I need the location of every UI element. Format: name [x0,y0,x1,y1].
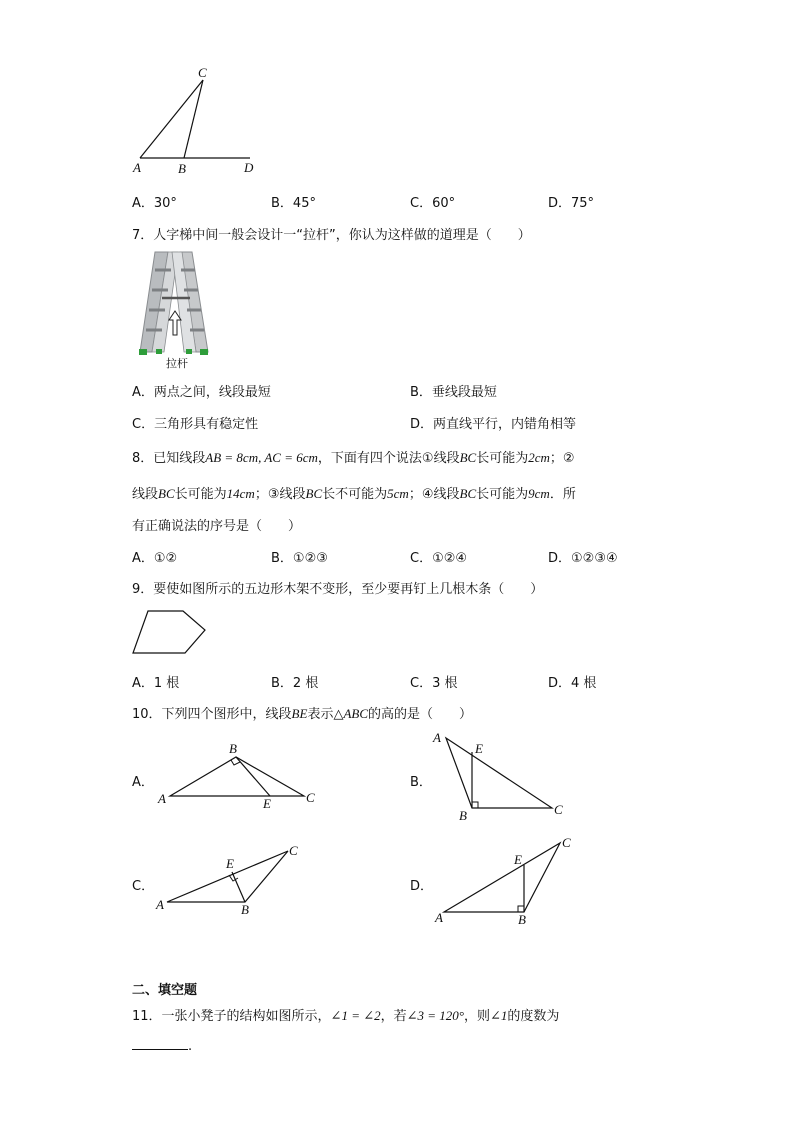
q10b-label-a: A [433,730,441,745]
q8-s2-text: 线段 [132,487,159,502]
q11-stem-pre: 11．一张小凳子的结构如图所示， [132,1009,331,1024]
q8-s4-text: 线段 [433,487,460,502]
q10d-label-e: E [514,852,522,867]
q8-sep-2: ； [254,487,268,502]
q8-s1-text2: 长可能为 [476,451,529,466]
q6-option-c: C．60° [410,196,456,211]
q7-option-d: D．两直线平行，内错角相等 [410,417,577,432]
q8-option-a: A．①② [132,551,178,566]
section-title: 二、填空题 [132,983,198,998]
q9-option-b: B．2 根 [271,676,319,691]
q8-s2-bc: BC [158,486,175,501]
q8-sep-3: ； [408,487,422,502]
q10-figure-b [432,730,563,823]
q7-option-a: A．两点之间，线段最短 [132,385,271,400]
q9-stem: 9．要使如图所示的五边形木架不变形，至少要再钉上几根木条（ ） [132,582,544,597]
q10-stem-triangle: △ABC [333,706,369,721]
q8-s3-text: 线段 [279,487,306,502]
q8-line-3: 有正确说法的序号是（ ） [132,519,302,534]
q10a-label-c: C [306,790,315,805]
q10-stem-pre: 10．下列四个图形中，线段 [132,707,292,722]
q10-stem-be: BE [291,706,308,721]
q8-s2-text2: 长可能为 [174,487,227,502]
q8-s4-text2: 长可能为 [476,487,529,502]
q10b-label-e: E [475,741,483,756]
q6-option-d: D．75° [548,196,595,211]
q10-option-a: A． [132,775,154,790]
q11-stem-mid2: ，则 [464,1009,491,1024]
q8-circle-2: ② [562,451,575,466]
q11-ask: ∠1 [490,1008,508,1023]
q10c-label-b: B [241,902,249,917]
q8-circle-3: ③ [267,487,280,502]
q8-s3-value: 5cm [387,486,409,501]
q6-option-b: B．45° [271,196,316,211]
q8-given: AB = 8cm, AC = 6cm [205,450,318,465]
q11-tail: . [188,1039,193,1054]
q8-option-c: C．①②④ [410,551,468,566]
q10b-label-b: B [459,808,467,823]
q8-s3-bc: BC [305,486,323,501]
q10a-label-b: B [229,741,237,756]
q9-option-d: D．4 根 [548,676,597,691]
q8-s1-value: 2cm [528,450,550,465]
q10a-label-e: E [263,796,271,811]
q10-figure-a [157,741,315,811]
q10-option-c: C． [132,879,155,894]
q10-option-b: B． [410,775,432,790]
q10-stem-mid: 表示 [307,707,334,722]
q6-option-a: A．30° [132,196,177,211]
q8-circle-1: ① [421,451,434,466]
q10d-label-b: B [518,912,526,927]
q10d-label-c: C [562,835,571,850]
q6-label-d: D [244,160,254,175]
q10d-label-a: A [435,910,443,925]
q11-stem [132,1005,559,1024]
q10-figure-c [155,843,298,917]
q11-answer-line [132,1037,192,1054]
q10a-label-a: A [158,791,166,806]
q8-stem-mid: ，下面有四个说法 [317,451,422,466]
q6-label-b: B [178,161,186,176]
q8-s1-bc: BC [459,450,477,465]
q11-stem-post: 的度数为 [507,1009,560,1024]
q11-stem-mid: ，若 [380,1009,407,1024]
q8-option-d: D．①②③④ [548,551,618,566]
q10c-label-c: C [289,843,298,858]
q10-figure-d [434,835,571,927]
q11-answer-blank[interactable] [132,1037,188,1050]
q8-sep-1: ； [549,451,563,466]
q8-s4-bc: BC [459,486,477,501]
q10-stem-post: 的高的是（ ） [368,707,473,722]
q6-label-a: A [133,160,141,175]
q11-cond-1: ∠1 = ∠2 [330,1008,381,1023]
q10-option-d: D． [410,879,434,894]
q8-s3-text2: 长不可能为 [322,487,388,502]
q8-stem-pre: 8．已知线段 [132,451,206,466]
q8-s2-value: 14cm [226,486,255,501]
q6-label-c: C [198,65,207,80]
q10c-label-e: E [226,856,234,871]
q8-s1-text: 线段 [433,451,460,466]
q8-s4-value: 9cm [528,486,550,501]
q9-option-c: C．3 根 [410,676,458,691]
q11-cond-2: ∠3 = 120° [406,1008,464,1023]
q7-stem: 7．人字梯中间一般会设计一“拉杆”，你认为这样做的道理是（ ） [132,228,531,243]
q9-option-a: A．1 根 [132,676,180,691]
q7-option-b: B．垂线段最短 [410,385,497,400]
q10b-label-c: C [554,802,563,817]
q10c-label-a: A [156,897,164,912]
q8-circle-4: ④ [421,487,434,502]
q7-image-caption: 拉杆 [166,357,188,370]
q7-option-c: C．三角形具有稳定性 [132,417,259,432]
q8-option-b: B．①②③ [271,551,328,566]
q8-line2-end: ．所 [549,487,576,502]
